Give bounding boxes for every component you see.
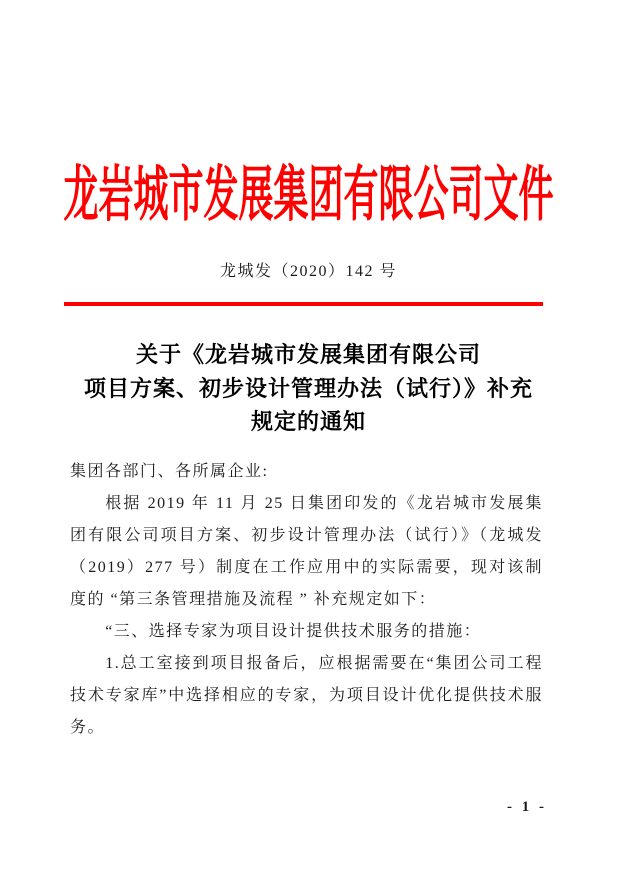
org-title: 龙岩城市发展集团有限公司文件 (63, 161, 554, 229)
paragraph-item-one: 1.总工室接到项目报备后，应根据需要在“集团公司工程技术专家库”中选择相应的专家，为项目设计优化提供技术服务。 (70, 655, 543, 736)
document-body (70, 456, 543, 744)
doc-title-line-3: 规定的通知 (250, 409, 366, 434)
doc-title-line-1: 关于《龙岩城市发展集团有限公司 (135, 342, 481, 367)
doc-number: 龙城发（2020）142 号 (219, 263, 397, 280)
page-number: - 1 - (507, 799, 547, 815)
doc-title (0, 338, 617, 439)
red-divider-line (64, 302, 543, 306)
salutation: 集团各部门、各所属企业: (70, 463, 269, 480)
doc-title-line-2: 项目方案、初步设计管理办法（试行）》补充 (83, 375, 533, 401)
paragraph-clause-three: “三、选择专家为项目设计提供技术服务的措施： (105, 623, 482, 640)
paragraph-basis: 根据 2019 年 11 月 25 日集团印发的《龙岩城市发展集团有限公司项目方案、初步设计管理办法（试行）》（龙城发（2019）277 号）制度在工作应用中的实际需要，现对该制度的 “第三条管理措施及流程 ” 补充规定如下： (70, 495, 543, 608)
